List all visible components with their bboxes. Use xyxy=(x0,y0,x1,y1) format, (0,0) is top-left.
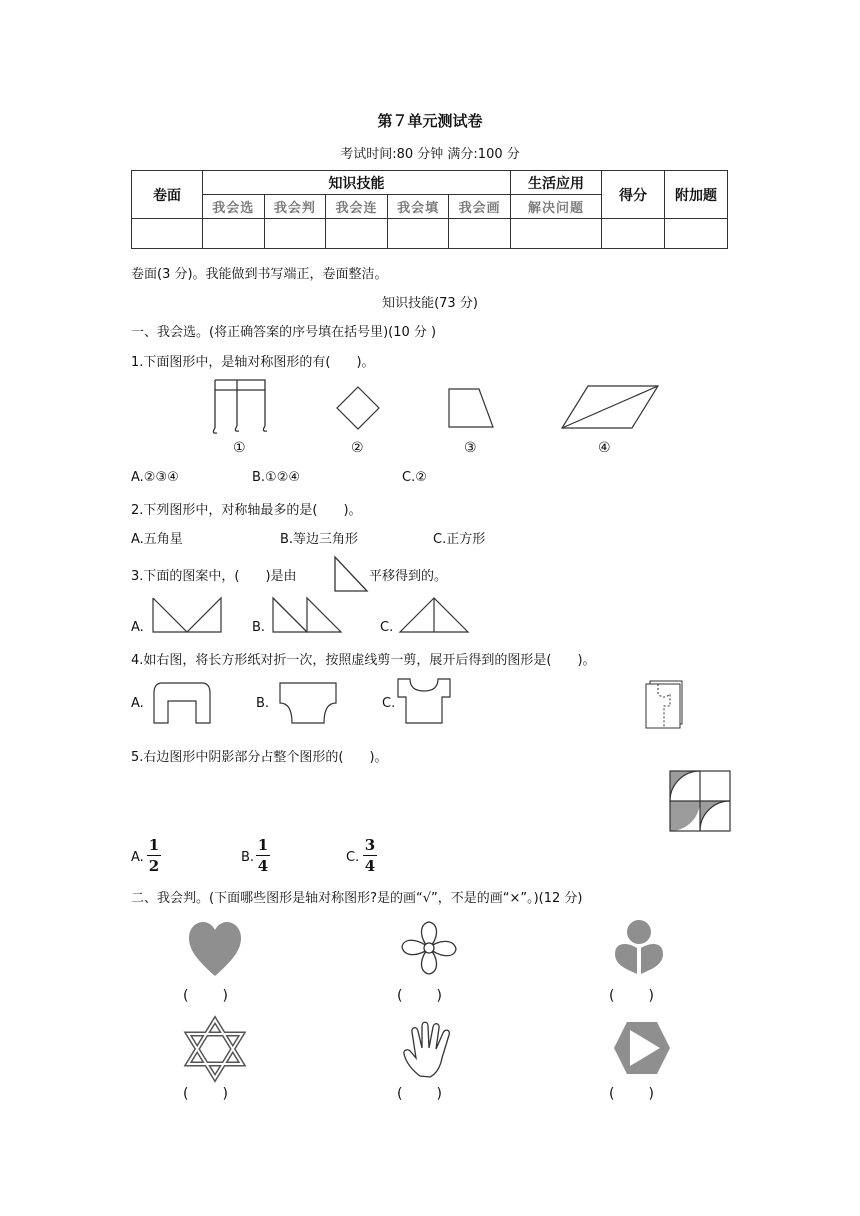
hand-icon xyxy=(400,1018,460,1080)
fraction-numerator: 1 xyxy=(257,836,269,854)
score-table xyxy=(131,170,728,249)
diamond-figure xyxy=(335,385,381,431)
q5-option-a-fraction xyxy=(147,836,161,875)
fraction-numerator: 1 xyxy=(148,836,160,854)
fig-label-1: ① xyxy=(233,440,246,456)
flower-icon xyxy=(398,918,460,978)
fraction-denominator: 2 xyxy=(148,857,160,875)
score-header-shenghuo: 生活应用 xyxy=(511,171,602,195)
score-cell[interactable] xyxy=(602,219,665,249)
answer-paren-2[interactable]: ( ) xyxy=(397,988,444,1004)
score-sub-draw: 我会画 xyxy=(449,195,511,219)
fraction-denominator: 4 xyxy=(257,857,269,875)
q4-option-a[interactable]: A. xyxy=(131,696,144,711)
exam-info: 考试时间:80 分钟 满分:100 分 xyxy=(340,147,520,162)
score-sub-choose: 我会选 xyxy=(203,195,265,219)
q1-option-a[interactable]: A.②③④ xyxy=(131,470,179,485)
q2-option-a[interactable]: A.五角星 xyxy=(131,532,183,547)
q4-shape-c xyxy=(396,677,452,725)
q3-pattern-b xyxy=(271,596,343,634)
score-cell[interactable] xyxy=(665,219,728,249)
parallelogram-figure xyxy=(560,384,660,430)
q3-pattern-a xyxy=(151,596,223,634)
score-cell[interactable] xyxy=(132,219,203,249)
score-header-zhishi: 知识技能 xyxy=(203,171,511,195)
star-of-david-icon xyxy=(185,1018,245,1080)
heart-icon xyxy=(187,920,243,978)
score-header-defen: 得分 xyxy=(602,171,665,219)
q5-option-b-label[interactable]: B. xyxy=(241,850,255,865)
q4-shape-a xyxy=(152,681,212,725)
score-cell[interactable] xyxy=(326,219,388,249)
q1-option-c[interactable]: C.② xyxy=(402,470,427,485)
q2-stem: 2.下列图形中，对称轴最多的是( )。 xyxy=(131,503,362,518)
q3-option-a[interactable]: A. xyxy=(131,620,144,635)
section-title: 知识技能(73 分) xyxy=(382,296,478,311)
q3-pattern-c xyxy=(398,596,470,634)
q3-option-c[interactable]: C. xyxy=(380,620,394,635)
q3-stem-b: 平移得到的。 xyxy=(369,569,448,584)
answer-paren-4[interactable]: ( ) xyxy=(183,1086,230,1102)
part1-heading: 一、我会选。(将正确答案的序号填在括号里)(10 分 ) xyxy=(131,325,437,340)
score-sub-judge: 我会判 xyxy=(264,195,326,219)
q3-stem-a: 3.下面的图案中，( )是由 xyxy=(131,569,297,584)
q4-shape-b xyxy=(278,681,338,725)
fig-label-2: ② xyxy=(351,440,364,456)
q2-option-c[interactable]: C.正方形 xyxy=(433,532,486,547)
q4-option-c[interactable]: C. xyxy=(382,696,396,711)
shaded-square-figure xyxy=(669,770,731,832)
q3-option-b[interactable]: B. xyxy=(252,620,266,635)
answer-paren-3[interactable]: ( ) xyxy=(609,988,656,1004)
part2-heading: 二、我会判。(下面哪些图形是轴对称图形?是的画“√”，不是的画“×”。)(12 分) xyxy=(131,891,583,906)
q5-stem: 5.右边图形中阴影部分占整个图形的( )。 xyxy=(131,750,388,765)
q5-option-c-fraction xyxy=(363,836,377,875)
score-sub-fill: 我会填 xyxy=(387,195,449,219)
score-header-juanmian: 卷面 xyxy=(132,171,203,219)
q5-option-c-label[interactable]: C. xyxy=(346,850,360,865)
score-cell[interactable] xyxy=(449,219,511,249)
q1-stem: 1.下面图形中，是轴对称图形的有( )。 xyxy=(131,355,375,370)
fraction-numerator: 3 xyxy=(364,836,376,854)
score-cell[interactable] xyxy=(511,219,602,249)
answer-paren-1[interactable]: ( ) xyxy=(183,988,230,1004)
fig-label-4: ④ xyxy=(598,440,611,456)
fraction-denominator: 4 xyxy=(364,857,376,875)
score-cell[interactable] xyxy=(203,219,265,249)
q5-option-a-label[interactable]: A. xyxy=(131,850,144,865)
folded-paper-figure xyxy=(644,680,686,730)
answer-paren-5[interactable]: ( ) xyxy=(397,1086,444,1102)
q4-stem: 4.如右图，将长方形纸对折一次，按照虚线剪一剪，展开后得到的图形是( )。 xyxy=(131,653,596,668)
page-title: 第７单元测试卷 xyxy=(377,112,483,130)
q4-option-b[interactable]: B. xyxy=(256,696,270,711)
score-cell[interactable] xyxy=(264,219,326,249)
triangle-reference-figure xyxy=(333,555,369,593)
trapezoid-figure xyxy=(445,387,497,429)
hexagon-play-icon xyxy=(612,1020,672,1076)
score-sub-connect: 我会连 xyxy=(326,195,388,219)
fig-label-3: ③ xyxy=(464,440,477,456)
q1-option-b[interactable]: B.①②④ xyxy=(252,470,301,485)
clover-icon xyxy=(611,918,667,978)
score-cell[interactable] xyxy=(387,219,449,249)
music-note-figure xyxy=(205,378,275,436)
q5-option-b-fraction xyxy=(256,836,270,875)
score-header-fujia: 附加题 xyxy=(665,171,728,219)
q2-option-b[interactable]: B.等边三角形 xyxy=(280,532,359,547)
answer-paren-6[interactable]: ( ) xyxy=(609,1086,656,1102)
intro-text: 卷面(3 分)。我能做到书写端正，卷面整洁。 xyxy=(131,267,388,282)
score-sub-solve: 解决问题 xyxy=(511,195,602,219)
